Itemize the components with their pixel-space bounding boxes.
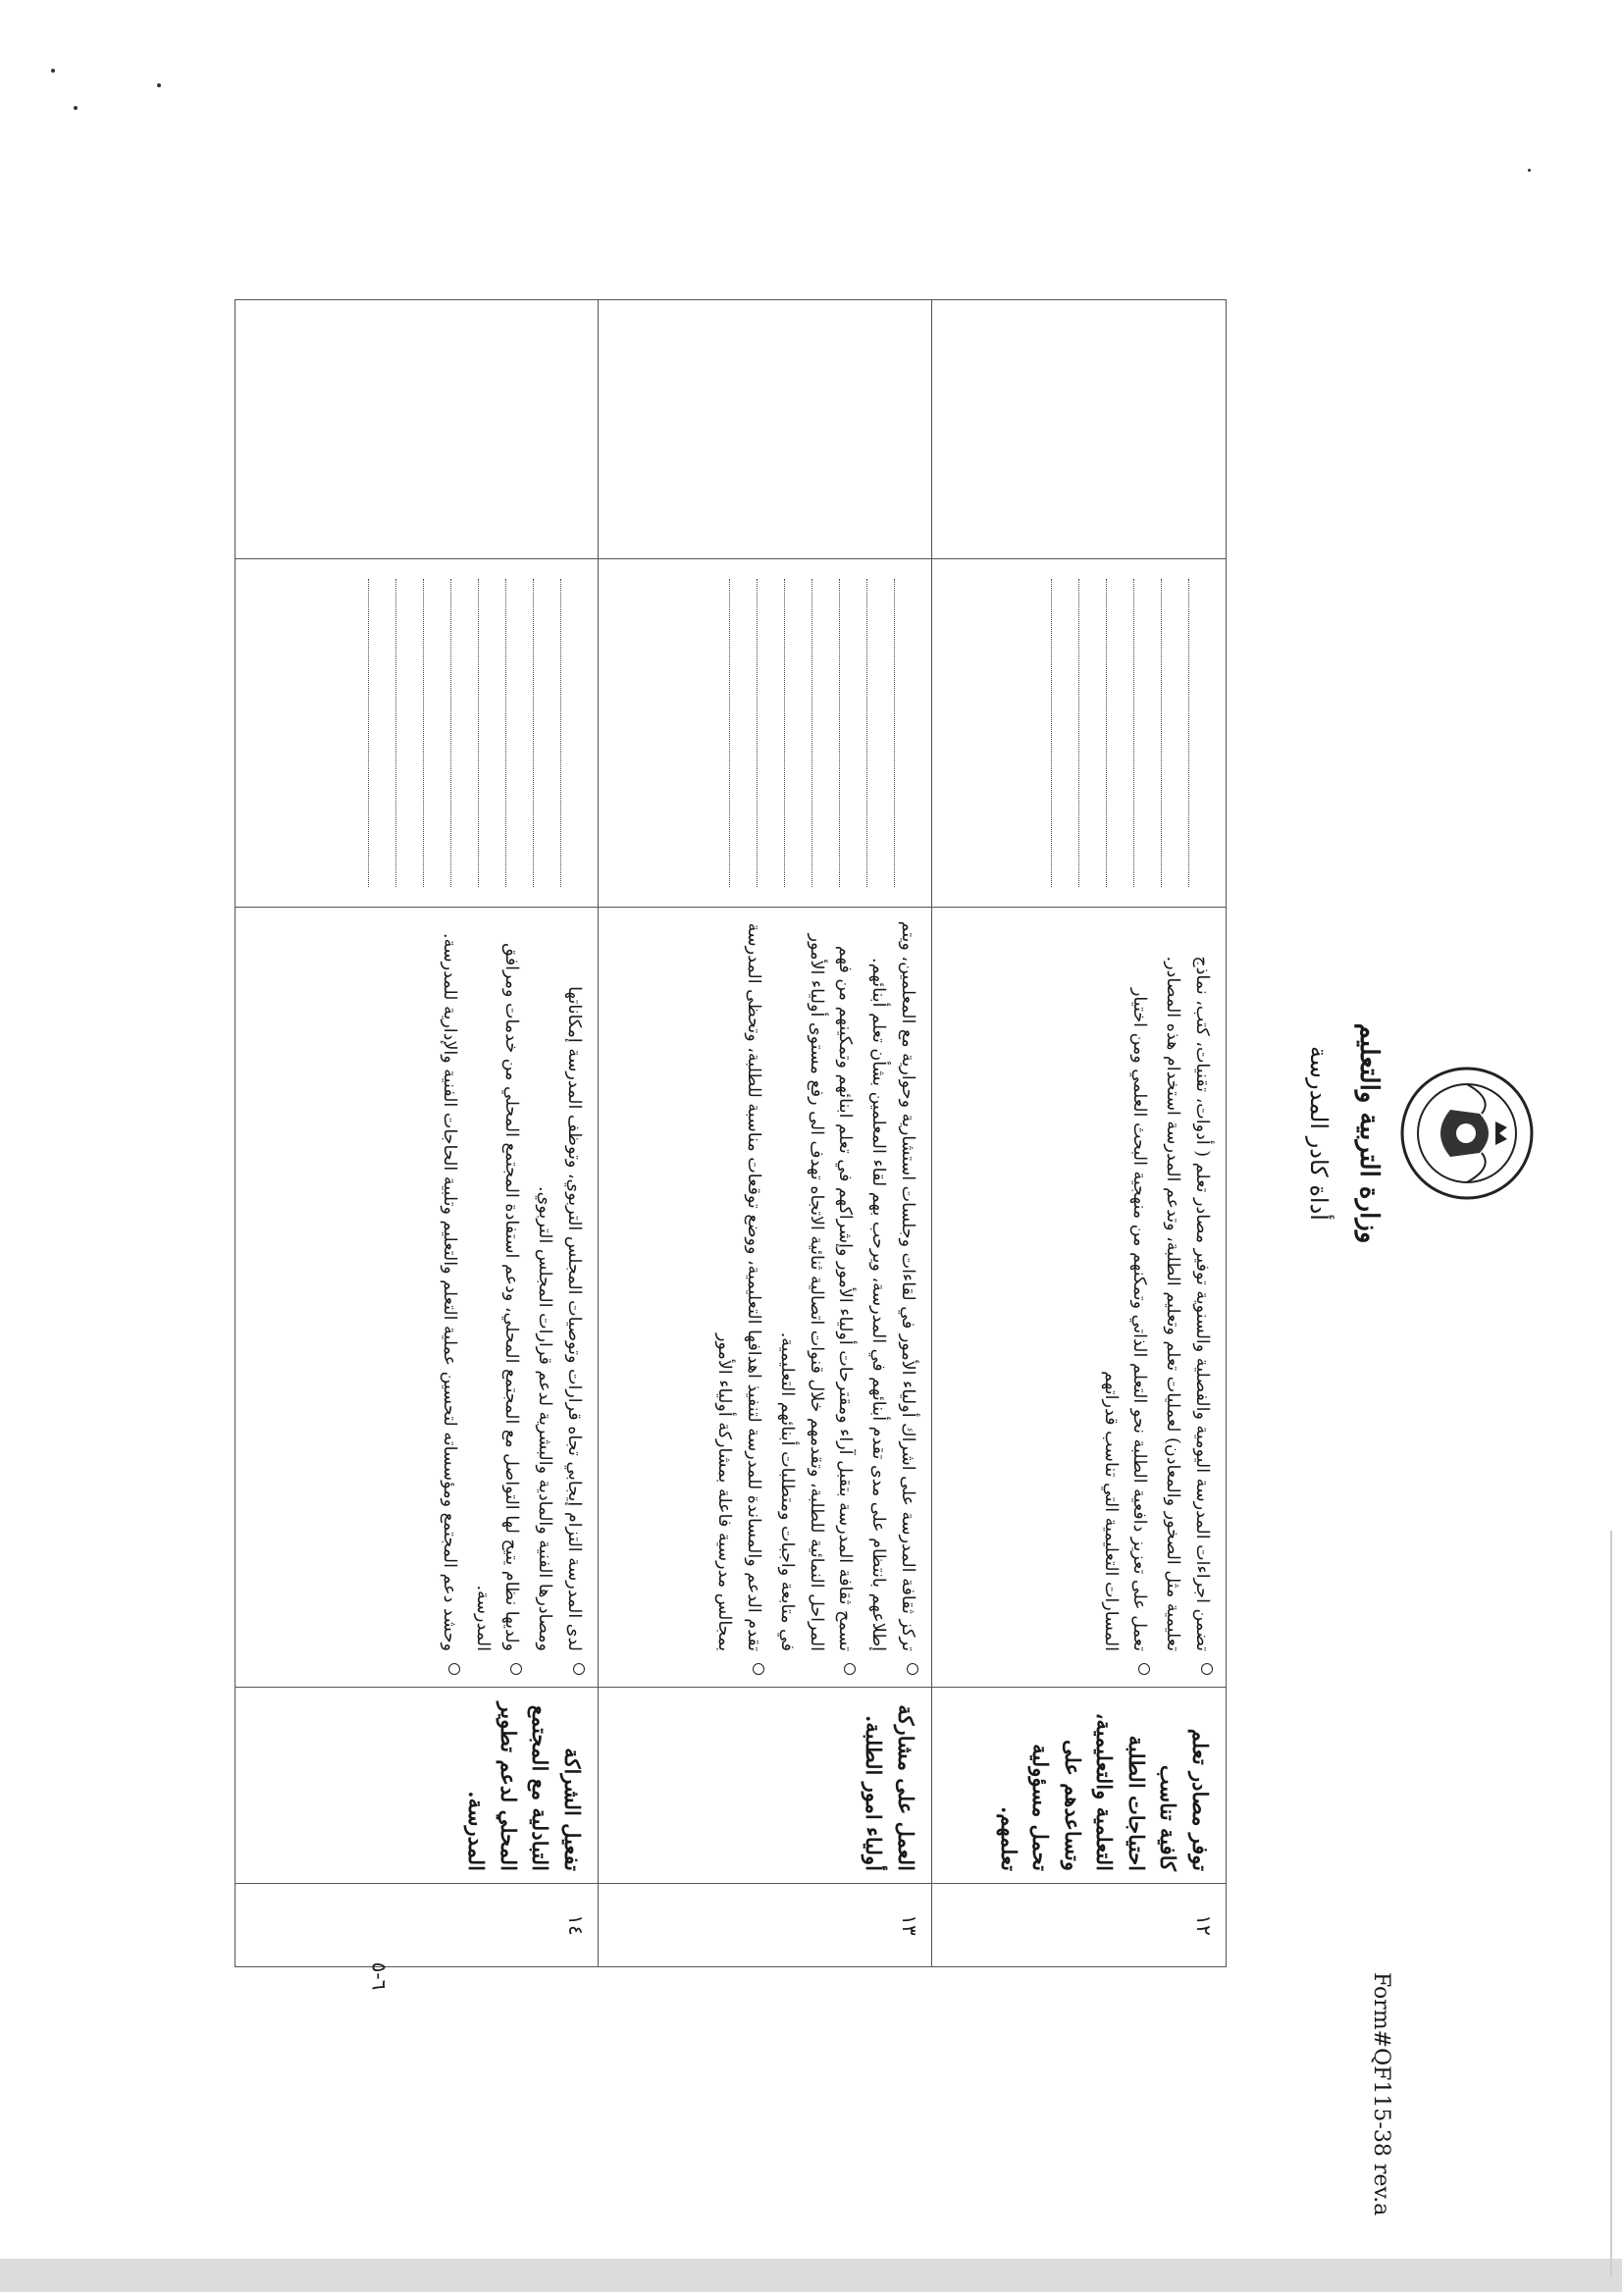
table-row [235, 300, 599, 1967]
indicators-cell [235, 908, 599, 1688]
indicator-item: تضمن اجراءات المدرسة اليومية والفصلية والسنوية توفير مصادر تعلم ( أدوات، تقنيات، كتب، نماذج تعليمية مثل الصخور والمعادن) لعمليات تعلم وتعليم الطلبة، وتدعم المدرسة استخدام هذه المصادر. [1158, 919, 1217, 1675]
indicator-item: ولديها نظام يتيح لها التواصل مع المجتمع المحلي، ودعم استفادة المجتمع المحلي من خدمات ومرافق المدرسة. [467, 919, 526, 1675]
page-number: ٦-٥ [367, 1961, 392, 1991]
form-code: Form#QF115-38 rev.a [1369, 1972, 1393, 2217]
circle-bullet-icon [573, 1663, 585, 1675]
rotated-page-content [186, 299, 1541, 1967]
notes-cell[interactable] [932, 300, 1227, 559]
indicator-item: وحشد دعم المجتمع ومؤسساته لتحسين عملية التعلم والتعليم وتلبية الحاجات الفنية والإدارية للمدرسة. [434, 919, 463, 1675]
indicator-item: تركز ثقافة المدرسة على اشراك أولياء الأمور في لقاءات وجلسات استشارية وحوارية مع المعلمين، ويتم إطلاعهم بانتظام على مدى تقدم أبنائهم في المدرسة، ويرحب بهم لقاء المعلمين بشأن تعلم أبنائهم. [863, 919, 922, 1675]
evidence-dotted-lines[interactable] [235, 559, 599, 908]
row-number: ١٣ [599, 1884, 932, 1967]
scanner-edge-line [1610, 1531, 1612, 2276]
circle-bullet-icon [1201, 1663, 1213, 1675]
circle-bullet-icon [845, 1663, 857, 1675]
standard-text: توفر مصادر تعلم كافية تناسب احتياجات الطلبة التعلمية والتعليمية، وتساعدهم على تحمل مسؤولية تعلمهم. [932, 1688, 1227, 1884]
document-header [1256, 908, 1541, 1359]
scan-speck [1528, 169, 1531, 172]
table-row [599, 300, 932, 1967]
ministry-emblem-icon [1393, 1045, 1541, 1222]
indicator-item: تعمل على تعزيز دافعية الطلبة نحو التعلم الذاتي وتمكنهم من منهجية البحث العلمي ومن اختيار المسارات التعليمية التي تناسب قدراتهم [1095, 919, 1154, 1675]
evaluation-table [235, 299, 1227, 1967]
circle-bullet-icon [1139, 1663, 1151, 1675]
circle-bullet-icon [753, 1663, 764, 1675]
notes-cell[interactable] [235, 300, 599, 559]
ministry-name: وزارة التربية والتعليم [1354, 1022, 1384, 1244]
standard-text: العمل على مشاركة أولياء امور الطلبة. [599, 1688, 932, 1884]
scan-speck [74, 106, 78, 110]
indicators-cell [932, 908, 1227, 1688]
scan-speck [51, 69, 55, 73]
indicators-cell [599, 908, 932, 1688]
tool-title: أداة كادر المدرسة [1305, 1046, 1333, 1221]
evidence-dotted-lines[interactable] [932, 559, 1227, 908]
indicator-item: تسمح ثقافة المدرسة بتقبل آراء ومقترحات أولياء الأمور وإشراكهم في تعلم ابنائهم وتمكينهم من فهم المراحل النمائية للطلبة، وتقدمهم خلال قنوات اتصالية ثنائية الاتجاه تهدف الى رفع مستوى أولياء الأمور في متابعة واجبات ومتطلبات أبنائهم التعليمية. [771, 919, 859, 1675]
circle-bullet-icon [511, 1663, 523, 1675]
circle-bullet-icon [448, 1663, 460, 1675]
evidence-dotted-lines[interactable] [599, 559, 932, 908]
indicator-item: لدى المدرسة التزام إيجابي تجاه قرارات وتوصيات المجلس التربوي، وتوظف المدرسة إمكاناتها ومصادرها الفنية والمادية والبشرية لدعم قرارات المجلس التربوي. [530, 919, 589, 1675]
standard-text: تفعيل الشراكة التبادلية مع المجتمع المحلي لدعم تطوير المدرسة. [235, 1688, 599, 1884]
row-number: ١٤ [235, 1884, 599, 1967]
scan-speck [157, 83, 161, 87]
circle-bullet-icon [907, 1663, 918, 1675]
row-number: ١٢ [932, 1884, 1227, 1967]
table-row [932, 300, 1227, 1967]
notes-cell[interactable] [599, 300, 932, 559]
indicator-item: تقدم الدعم والمساندة للمدرسة لتنفيذ اهدافها التعليمية، ووضع توقعات مناسبة للطلبة، وتحظى المدرسة بمجالس مدرسية فاعلة بمشاركة أولياء الأمور [709, 919, 768, 1675]
